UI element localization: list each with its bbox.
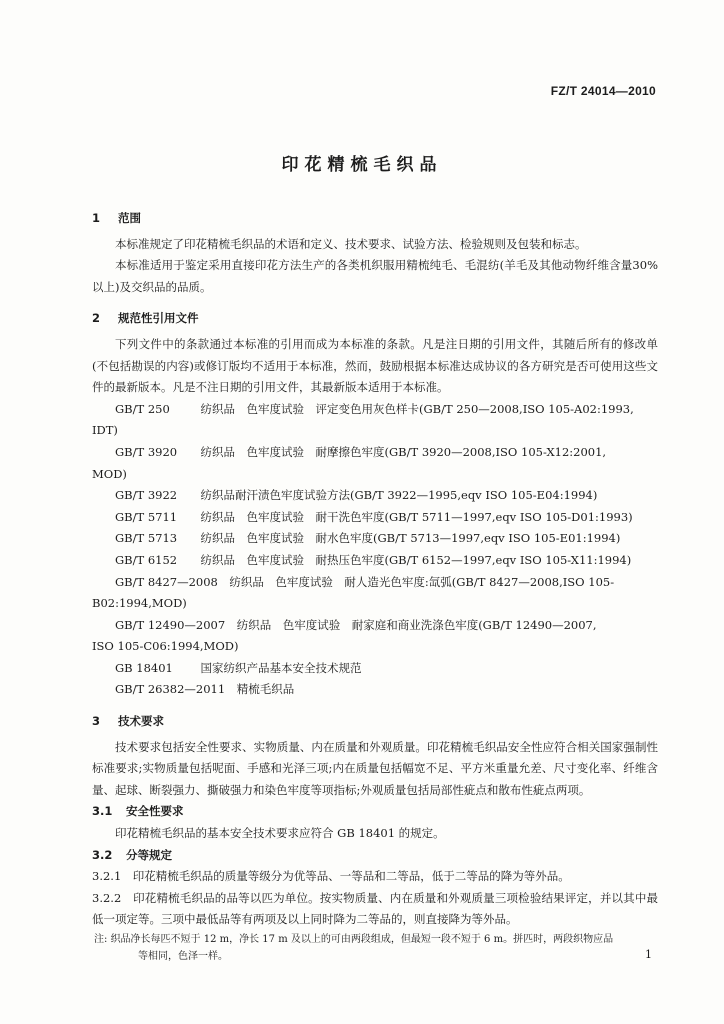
reference-item-cont: B02:1994,MOD) [92,596,187,611]
scope-paragraph-1: 本标准规定了印花精梳毛织品的术语和定义、技术要求、试验方法、检验规则及包装和标志。 [115,236,587,251]
reference-list [92,399,658,701]
standard-code: FZ/T 24014—2010 [550,84,656,98]
document-body [92,208,658,965]
reference-item: GB/T 5713 纺织品 色牢度试验 耐水色牢度(GB/T 5713—1997,eqv ISO 105-E01:1994) [115,531,621,546]
subsection-heading-grading: 3.2 分等规定 [92,847,172,862]
subsection-heading-safety: 3.1 安全性要求 [92,804,184,819]
reference-item-cont: ISO 105-C06:1994,MOD) [92,639,239,654]
scope-paragraph-2: 本标准适用于鉴定采用直接印花方法生产的各类机织服用精梳纯毛、毛混纺(羊毛及其他动物纤维含量30%以上)及交织品的品质。 [92,258,658,294]
reference-item: GB/T 3920 纺织品 色牢度试验 耐摩擦色牢度(GB/T 3920—2008,ISO 105-X12:2001, [115,444,607,459]
reference-item: GB 18401 国家纺织产品基本安全技术规范 [115,660,362,675]
safety-requirement-text: 印花精梳毛织品的基本安全技术要求应符合 GB 18401 的规定。 [115,826,445,841]
reference-item: GB/T 6152 纺织品 色牢度试验 耐热压色牢度(GB/T 6152—1997,eqv ISO 105-X11:1994) [115,552,632,567]
reference-item-cont: MOD) [92,466,127,481]
grading-note: 注: 织品净长每匹不短于 12 m，净长 17 m 及以上的可由两段组成，但最短一段不短于 6 m。拼匹时，两段织物应品 等相同，色泽一样。 [94,934,614,962]
references-intro: 下列文件中的条款通过本标准的引用而成为本标准的条款。凡是注日期的引用文件，其随后所有的修改单(不包括勘误的内容)或修订版均不适用于本标准，然而，鼓励根据本标准达成协议的各方研究是否可使用这些文件的最新版本。凡是不注日期的引用文件，其最新版本适用于本标准。 [92,336,658,395]
reference-item: GB/T 5711 纺织品 色牢度试验 耐干洗色牢度(GB/T 5711—1997,eqv ISO 105-D01:1993) [115,509,633,524]
reference-item-cont: IDT) [92,423,118,438]
technical-requirements-intro: 技术要求包括安全性要求、实物质量、内在质量和外观质量。印花精梳毛织品安全性应符合相关国家强制性标准要求;实物质量包括呢面、手感和光泽三项;内在质量包括幅宽不足、平方米重量允差、尺寸变化率、纤维含量、起球、断裂强力、撕破强力和染色牢度等项指标;外观质量包括局部性疵点和散布性疵点两项。 [92,739,658,797]
page-number: 1 [645,948,652,961]
document-title: 印花精梳毛织品 [281,155,443,175]
grading-clause: 3.2.2 印花精梳毛织品的品等以匹为单位。按实物质量、内在质量和外观质量三项检验结果评定，并以其中最低一项定等。三项中最低品等有两项及以上同时降为二等品的，则直接降为等外品。 [92,890,659,927]
section-heading-normative-references: 2 规范性引用文件 [92,311,199,326]
grading-clause: 3.2.1 印花精梳毛织品的质量等级分为优等品、一等品和二等品，低于二等品的降为等外品。 [92,869,570,884]
section-heading-scope: 1 范围 [92,211,141,225]
reference-item: GB/T 8427—2008 纺织品 色牢度试验 耐人造光色牢度:氙弧(GB/T 8427—2008,ISO 105- [115,574,615,589]
reference-item: GB/T 3922 纺织品耐汗渍色牢度试验方法(GB/T 3922—1995,eqv ISO 105-E04:1994) [115,488,598,503]
section-heading-technical-requirements: 3 技术要求 [92,714,164,729]
reference-item: GB/T 26382—2011 精梳毛织品 [115,682,295,697]
reference-item: GB/T 250 纺织品 色牢度试验 评定变色用灰色样卡(GB/T 250—2008,ISO 105-A02:1993, [115,401,634,416]
reference-item: GB/T 12490—2007 纺织品 色牢度试验 耐家庭和商业洗涤色牢度(GB/T 12490—2007, [115,617,597,632]
